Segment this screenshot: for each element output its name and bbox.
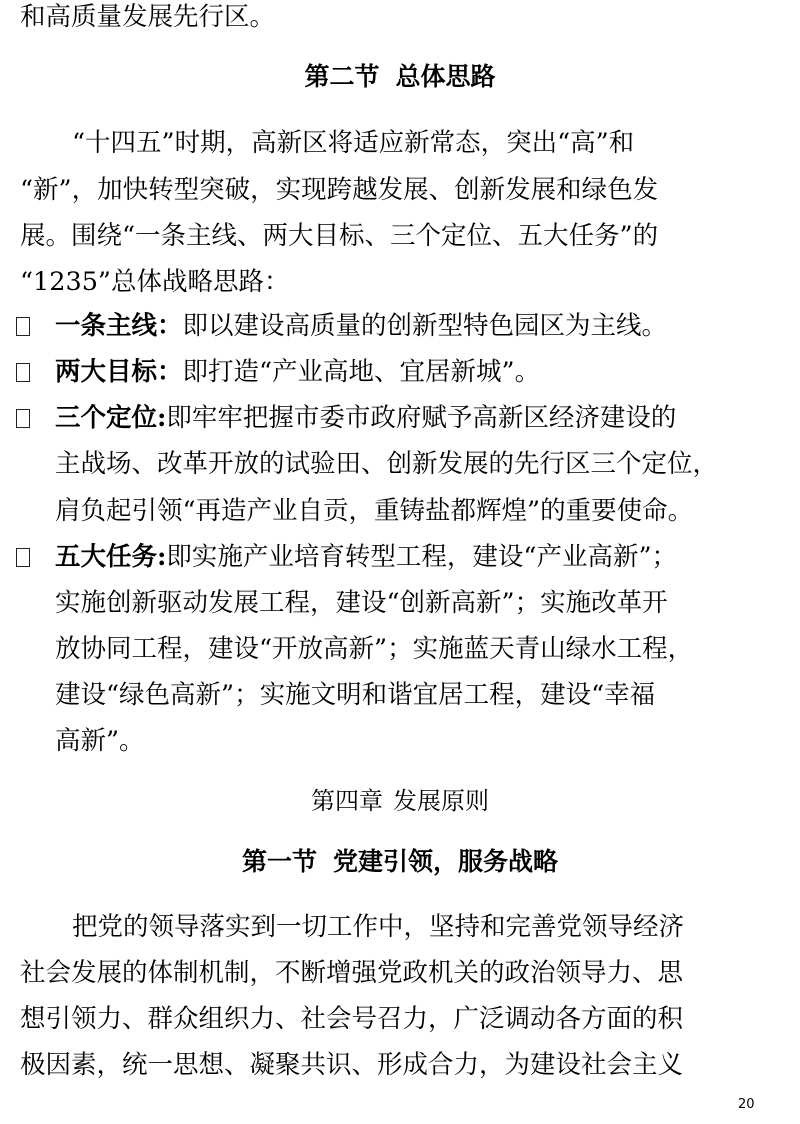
bullet-title: 一条主线：: [55, 311, 183, 341]
bullet-continuation: 放协同工程，建设“开放高新”；实施蓝天青山绿水工程，: [55, 634, 694, 664]
party-line-3: 想引领力、群众组织力、社会号召力，广泛调动各方面的积: [20, 1004, 684, 1034]
section-title: 党建引领，服务战略: [333, 847, 559, 876]
bullet-item-1: [55, 309, 757, 343]
section-title: 总体思路: [395, 62, 496, 91]
section-heading-2: [0, 60, 800, 94]
bullet-box-icon: [16, 409, 30, 428]
chapter-heading: [0, 784, 800, 818]
bullet-box-icon: [16, 548, 30, 567]
overview-line-3: 展。围绕“一条主线、两大目标、三个定位、五大任务”的: [20, 221, 659, 251]
bullet-item-4: [55, 540, 757, 574]
bullet-title: 两大目标：: [55, 357, 183, 387]
overview-line-4: “1235”总体战略思路：: [20, 267, 290, 297]
bullet-continuation: 实施创新驱动发展工程，建设“创新高新”；实施改革开: [55, 588, 668, 618]
bullet-box-icon: [16, 317, 30, 336]
bullet-box-icon: [16, 363, 30, 382]
section-number: 第一节: [241, 847, 317, 876]
bullet-title: 五大任务:: [55, 542, 167, 572]
page-number: 20: [738, 1097, 755, 1112]
bullet-text: 即打造“产业高地、宜居新城”。: [182, 357, 541, 387]
section-number: 第二节: [304, 62, 380, 91]
continuation-text: 和高质量发展先行区。: [20, 2, 276, 32]
chapter-number: 第四章: [311, 787, 383, 815]
bullet-text: 即实施产业培育转型工程，建设“产业高新”；: [166, 542, 677, 572]
overview-line-1: “十四五”时期，高新区将适应新常态，突出“高”和: [72, 128, 635, 158]
bullet-text: 即以建设高质量的创新型特色园区为主线。: [182, 311, 668, 341]
party-line-4: 极因素，统一思想、凝聚共识、形成合力，为建设社会主义: [20, 1050, 684, 1080]
bullet-item-2: [55, 355, 757, 389]
section-heading-1: [0, 845, 800, 879]
chapter-title: 发展原则: [393, 787, 489, 815]
bullet-continuation: 肩负起引领“再造产业自贡，重铸盐都辉煌”的重要使命。: [55, 496, 694, 526]
bullet-continuation: 建设“绿色高新”；实施文明和谐宜居工程，建设“幸福: [55, 680, 656, 710]
bullet-item-3: [55, 401, 757, 435]
party-line-1: 把党的领导落实到一切工作中，坚持和完善党领导经济: [72, 912, 685, 942]
bullet-continuation: 主战场、改革开放的试验田、创新发展的先行区三个定位，: [55, 449, 719, 479]
bullet-continuation: 高新”。: [55, 726, 145, 756]
overview-line-2: “新”，加快转型突破，实现跨越发展、创新发展和绿色发: [20, 175, 659, 205]
bullet-title: 三个定位:: [55, 403, 167, 433]
party-line-2: 社会发展的体制机制，不断增强党政机关的政治领导力、思: [20, 958, 684, 988]
bullet-text: 即牢牢把握市委市政府赋予高新区经济建设的: [166, 403, 677, 433]
